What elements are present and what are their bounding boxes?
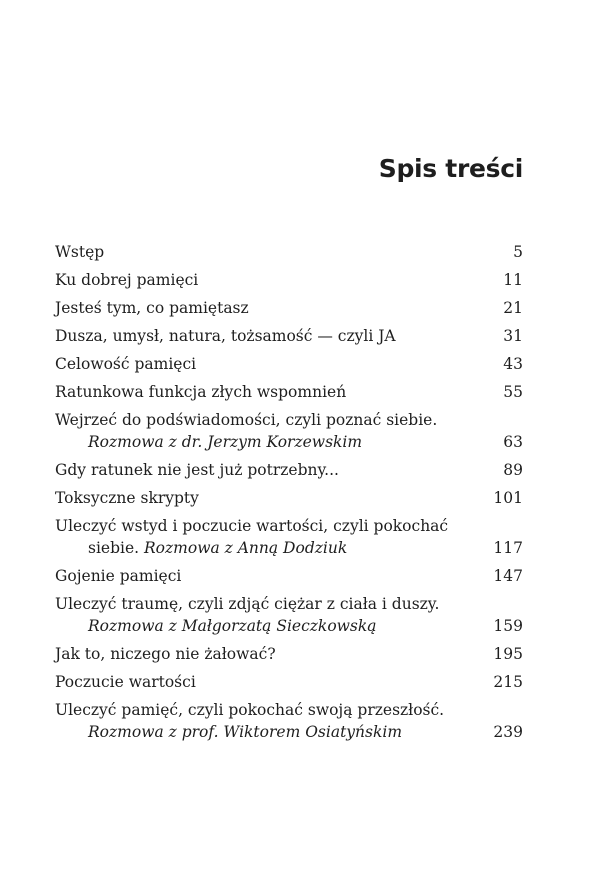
- toc-entry[interactable]: [55, 459, 523, 481]
- entry-page: 147: [493, 567, 523, 585]
- entry-page: 43: [503, 355, 523, 373]
- entry-page: 215: [493, 673, 523, 691]
- entry-interview: Rozmowa z Małgorzatą Sieczkowską: [88, 617, 377, 635]
- entry-title: Jak to, niczego nie żałować?: [55, 645, 276, 663]
- entry-title: Dusza, umysł, natura, tożsamość — czyli JA: [55, 327, 396, 345]
- entry-title-cont: siebie.: [88, 539, 144, 557]
- toc-entry[interactable]: [55, 643, 523, 665]
- toc-entry[interactable]: [55, 381, 523, 403]
- entry-page: 239: [493, 723, 523, 741]
- toc-entry[interactable]: [55, 515, 523, 559]
- page-title: Spis treści: [378, 154, 523, 183]
- entry-title: Ratunkowa funkcja złych wspomnień: [55, 383, 347, 401]
- toc-entry[interactable]: [55, 353, 523, 375]
- entry-title: Ku dobrej pamięci: [55, 271, 199, 289]
- entry-title: Uleczyć wstyd i poczucie wartości, czyli pokochać: [55, 517, 449, 535]
- entry-page: 21: [503, 299, 523, 317]
- entry-page: 55: [503, 383, 523, 401]
- entry-page: 195: [493, 645, 523, 663]
- entry-page: 101: [493, 489, 523, 507]
- toc-entry[interactable]: [55, 699, 523, 743]
- entry-title: Jesteś tym, co pamiętasz: [55, 299, 249, 317]
- entry-page: 31: [503, 327, 523, 345]
- entry-title: Gojenie pamięci: [55, 567, 182, 585]
- toc-entry[interactable]: [55, 297, 523, 319]
- entry-title: Wstęp: [55, 243, 105, 261]
- toc-entry[interactable]: [55, 409, 523, 453]
- entry-title: Toksyczne skrypty: [55, 489, 199, 507]
- entry-title: Wejrzeć do podświadomości, czyli poznać siebie.: [55, 411, 438, 429]
- entry-page: 89: [503, 461, 523, 479]
- toc-entry[interactable]: [55, 325, 523, 347]
- toc-entry[interactable]: [55, 671, 523, 693]
- toc-entry[interactable]: [55, 565, 523, 587]
- entry-title: Uleczyć traumę, czyli zdjąć ciężar z ciała i duszy.: [55, 595, 440, 613]
- entry-interview: Rozmowa z dr. Jerzym Korzewskim: [88, 433, 363, 451]
- entry-page: 11: [503, 271, 523, 289]
- toc-entry[interactable]: [55, 269, 523, 291]
- toc-entry[interactable]: [55, 241, 523, 263]
- entry-title: Uleczyć pamięć, czyli pokochać swoją przeszłość.: [55, 701, 445, 719]
- entry-page: 63: [503, 433, 523, 451]
- entry-interview: Rozmowa z Anną Dodziuk: [144, 539, 348, 557]
- toc-entry[interactable]: [55, 593, 523, 637]
- entry-title: Celowość pamięci: [55, 355, 197, 373]
- entry-interview: Rozmowa z prof. Wiktorem Osiatyńskim: [88, 723, 403, 741]
- entry-title: Poczucie wartości: [55, 673, 196, 691]
- toc-entry[interactable]: [55, 487, 523, 509]
- entry-page: 159: [493, 617, 523, 635]
- table-of-contents: [55, 241, 523, 749]
- entry-page: 5: [513, 243, 523, 261]
- entry-page: 117: [493, 539, 523, 557]
- entry-title: Gdy ratunek nie jest już potrzebny...: [55, 461, 339, 479]
